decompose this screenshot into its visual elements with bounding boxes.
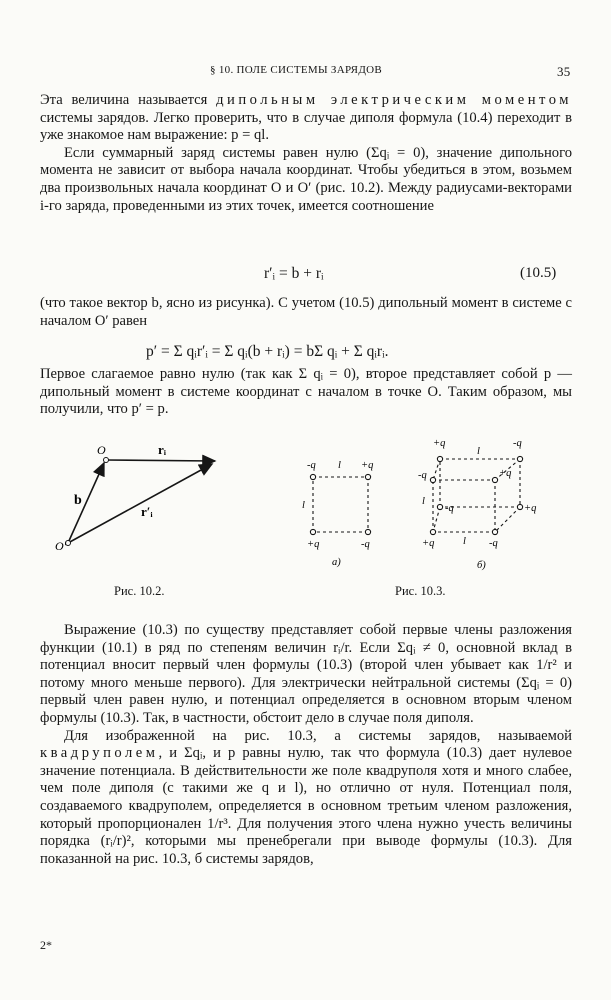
text-block-2: (что такое вектор b, ясно из рисунка). С учетом (10.5) дипольный момент в системе с началом O′ равен xyxy=(40,295,572,329)
paragraph-origin-choice: Если суммарный заряд системы равен нулю (Σqᵢ = 0), значение дипольного момента не зависит от выбора начала координат. Чтобы убедиться в этом, возьмем два произвольных начала координат O и O′ (рис. 10.2). Между радиусами-векторами i-го заряда, проведенными из этих точек, имеется соотношение xyxy=(40,144,572,214)
vector-r xyxy=(106,460,215,461)
point-O xyxy=(104,458,109,463)
figure-10-3b-octupole xyxy=(415,432,550,580)
paragraph-quadrupole: Для изображенной на рис. 10.3, а системы зарядов, называемой квадруполем, и Σqᵢ, и p равны нулю, так что формула (10.3) дает нулевое значение потенциала. В действительности же поле квадруполя хотя и много слабее, чем поле диполя (с такими же q и l), но отлично от нуля. Потенциал поля, создаваемого квадруполем, определяется в основном третьим членом разложения, который пропорционален 1/r³. Для получения этого члена нужно учесть величины порядка (rᵢ/r)², которыми мы пренебрегали при выводе формулы (10.3). Для показанной на рис. 10.3, б системы зарядов, xyxy=(40,727,572,867)
label-O-prime: O′ xyxy=(55,539,67,553)
signature-mark: 2* xyxy=(40,938,52,952)
text-block-3: Первое слагаемое равно нулю (так как Σ qᵢ = 0), второе представляет собой p — дипольный момент в системе координат с началом в точке O. Таким образом, мы получили, что p′ = p. xyxy=(40,366,572,418)
text-block-4 xyxy=(40,622,572,868)
charge-back-top-left: +q xyxy=(433,438,446,449)
label-r-prime: r′ᵢ xyxy=(141,504,153,519)
charge-front-top-right: +q xyxy=(499,468,512,479)
charge-bottom-left: +q xyxy=(307,539,320,550)
subfigure-a-label: а) xyxy=(332,557,341,568)
caption-fig-10-2: Рис. 10.2. xyxy=(114,584,165,598)
charge-top-right: +q xyxy=(361,460,374,471)
spaced-term: дипольным электрическим моментом xyxy=(216,92,572,108)
page-number: 35 xyxy=(557,64,571,79)
subfigure-b-label: б) xyxy=(477,560,486,571)
running-header-title: § 10. ПОЛЕ СИСТЕМЫ ЗАРЯДОВ xyxy=(210,64,382,76)
charge-back-bottom-right: +q xyxy=(524,503,537,514)
equation-dipole-shift: p′ = Σ qᵢr′ᵢ = Σ qᵢ(b + rᵢ) = bΣ qᵢ + Σ qᵢrᵢ. xyxy=(146,343,389,360)
charge-front-bottom-left: +q xyxy=(422,538,435,549)
length-label-top: l xyxy=(477,446,480,457)
spaced-term-quadrupole: квадруполем xyxy=(40,745,159,762)
text-block-1 xyxy=(40,92,572,215)
equation-10-5: r′ᵢ = b + rᵢ xyxy=(264,265,324,282)
figure-10-3a-quadrupole xyxy=(295,450,390,575)
label-r: rᵢ xyxy=(158,442,167,457)
label-O: O xyxy=(97,443,106,457)
length-label-top: l xyxy=(338,460,341,471)
length-label-left: l xyxy=(302,500,305,511)
vector-r-prime xyxy=(68,464,212,543)
figure-10-2 xyxy=(55,440,235,570)
paragraph-expansion-terms: Выражение (10.3) по существу представляет собой первые члены разложения функции (10.1) в ряд по степеням величин rᵢ/r. Если Σqᵢ ≠ 0, основной вклад в потенциал вносит первый член формулы (10.3) (второй член убывает как 1/r² и потому много меньше первого). Для электрически нейтральной системы (Σqᵢ = 0) первый член равен нулю, и потенциал определяется в основном вторым членом формулы (10.3). Так, в частности, обстоит дело в случае поля диполя. xyxy=(40,622,572,726)
charge-back-top-right: -q xyxy=(513,438,522,449)
charge-top-left: -q xyxy=(307,460,316,471)
caption-fig-10-3: Рис. 10.3. xyxy=(395,584,446,598)
charge-front-top-left: -q xyxy=(418,470,427,481)
equation-number-10-5: (10.5) xyxy=(520,265,557,281)
charge-bottom-right: -q xyxy=(361,539,370,550)
paragraph-dipole-moment: Эта величина называется дипольным электрическим моментом системы зарядов. Легко проверить, что в случае диполя формула (10.4) переходит в уже знакомое нам выражение: p = ql. xyxy=(40,92,572,144)
charge-front-bottom-right: -q xyxy=(489,538,498,549)
length-label-left: l xyxy=(422,496,425,507)
label-b: b xyxy=(74,493,82,508)
charge-back-bottom-left: -q xyxy=(445,503,454,514)
length-label-bottom: l xyxy=(463,536,466,547)
